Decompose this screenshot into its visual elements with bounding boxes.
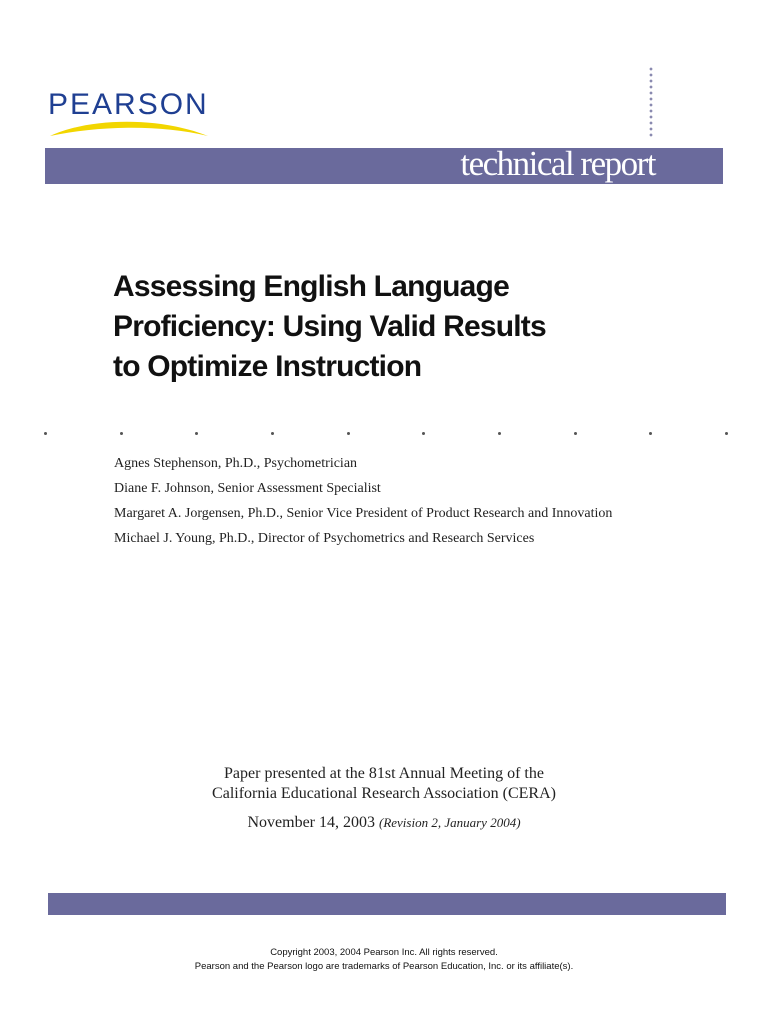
title-line: Proficiency: Using Valid Results	[113, 310, 546, 343]
author-entry: Michael J. Young, Ph.D., Director of Psychometrics and Research Services	[114, 531, 535, 546]
footer-banner	[48, 893, 726, 915]
presentation-info	[0, 764, 768, 833]
dotted-separator	[44, 432, 728, 438]
header-banner	[45, 144, 723, 184]
copyright-notice	[0, 946, 768, 974]
presentation-date: November 14, 2003	[247, 814, 375, 831]
presentation-line: Paper presented at the 81st Annual Meeting of the	[224, 765, 544, 782]
title-line: to Optimize Instruction	[113, 350, 422, 383]
document-title	[113, 267, 673, 387]
author-entry: Margaret A. Jorgensen, Ph.D., Senior Vice President of Product Research and Innovation	[114, 506, 613, 521]
copyright-line: Copyright 2003, 2004 Pearson Inc. All rights reserved.	[270, 947, 498, 958]
banner-title: technical report	[460, 144, 655, 183]
title-line: Assessing English Language	[113, 270, 509, 303]
revision-note: (Revision 2, January 2004)	[379, 815, 521, 830]
presentation-line: California Educational Research Association (CERA)	[212, 785, 556, 802]
author-entry: Diane F. Johnson, Senior Assessment Specialist	[114, 481, 381, 496]
trademark-line: Pearson and the Pearson logo are trademarks of Pearson Education, Inc. or its affiliate(s).	[194, 961, 574, 972]
logo-wordmark: PEARSON	[48, 88, 209, 121]
logo-swoosh-icon	[48, 114, 218, 142]
author-entry: Agnes Stephenson, Ph.D., Psychometrician	[114, 456, 358, 471]
pearson-logo	[48, 88, 218, 144]
vertical-dotted-divider	[649, 66, 653, 138]
presentation-date-line	[0, 813, 768, 833]
author-list	[114, 451, 714, 551]
